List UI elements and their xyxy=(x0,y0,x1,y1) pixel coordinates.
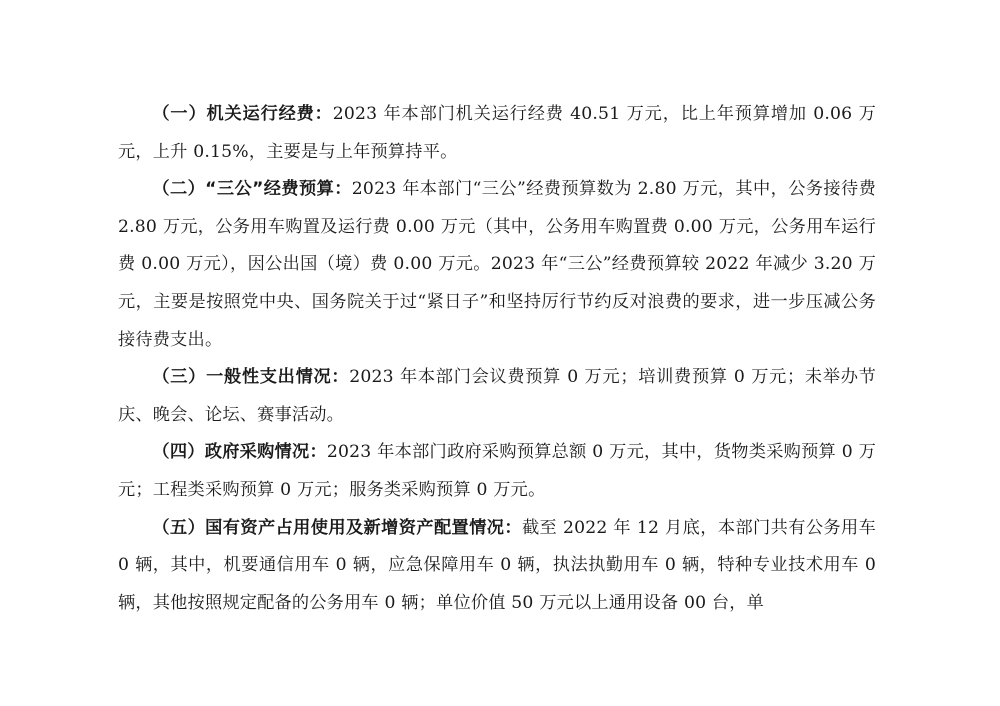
paragraph-state-assets xyxy=(118,510,876,623)
paragraph-government-procurement xyxy=(118,434,876,509)
paragraph-body: 截至 2022 年 12 月底，本部门共有公务用车 0 辆，其中，机要通信用车 0 辆，应急保障用车 0 辆，执法执勤用车 0 辆，特种专业技术用车 0 辆，其他按照规定配备的公务用车 0 辆；单位价值 50 万元以上通用设备 00 台，单 xyxy=(118,517,877,613)
paragraph-general-expenditure xyxy=(118,359,876,434)
paragraph-heading: （四）政府采购情况： xyxy=(152,442,327,463)
paragraph-body: 2023 年本部门会议费预算 0 万元；培训费预算 0 万元；未举办节庆、晚会、论坛、赛事活动。 xyxy=(118,367,877,425)
document-page xyxy=(118,96,876,622)
paragraph-three-public-expenses xyxy=(118,171,876,359)
paragraph-heading: （三）一般性支出情况： xyxy=(152,367,350,388)
paragraph-heading: （五）国有资产占用使用及新增资产配置情况： xyxy=(152,517,522,538)
paragraph-body: 2023 年本部门机关运行经费 40.51 万元，比上年预算增加 0.06 万元，上升 0.15%，主要是与上年预算持平。 xyxy=(118,104,876,162)
paragraph-body: 2023 年本部门政府采购预算总额 0 万元，其中，货物类采购预算 0 万元；工程类采购预算 0 万元；服务类采购预算 0 万元。 xyxy=(118,442,876,500)
paragraph-heading: （一）机关运行经费： xyxy=(152,104,333,124)
paragraph-heading: （二）“三公”经费预算： xyxy=(152,179,352,200)
paragraph-body: 2023 年本部门“三公”经费预算数为 2.80 万元，其中，公务接待费 2.80 万元，公务用车购置及运行费 0.00 万元（其中，公务用车购置费 0.00 万元，公务用车运行费 0.00 万元），因公出国（境）费 0.00 万元。2023 年“三公”经费预算较 2022 年减少 3.20 万元，主要是按照党中央、国务院关于过“紧日子”和坚持厉行节约反对浪费的要求，进一步压减公务接待费支出。 xyxy=(118,179,876,350)
paragraph-operating-expenses xyxy=(118,96,876,171)
